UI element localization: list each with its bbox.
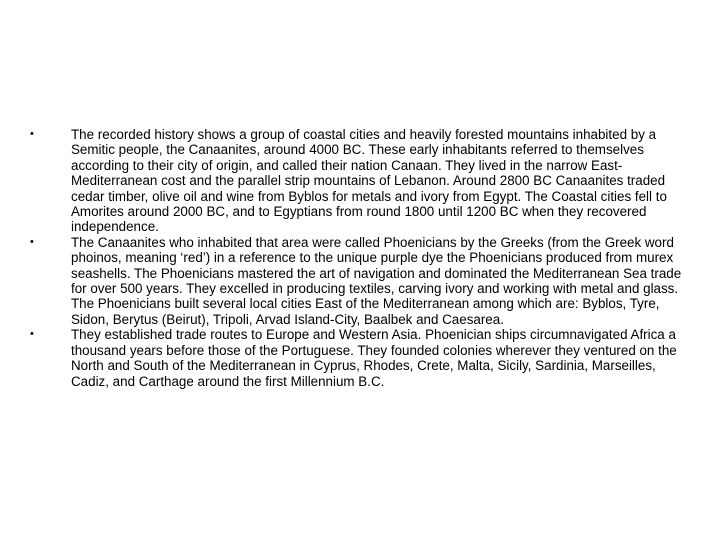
bullet-list (30, 127, 690, 389)
bullet-icon: • (30, 328, 34, 341)
bullet-icon: • (30, 128, 34, 140)
bullet-item-history (30, 127, 690, 235)
bullet-text-trade-routes: They established trade routes to Europe and Western Asia. Phoenician ships circumnavigated Africa a thousand years before those of the Portuguese. They founded colonies wherever they ventured on the North and South of the Mediterranean in Cyprus, Rhodes, Crete, Malta, Sicily, Sardinia, Marseilles, Cadiz, and Carthage around the first Millennium B.C. (71, 327, 677, 389)
bullet-item-phoenicians (30, 235, 690, 327)
bullet-icon: • (30, 235, 34, 248)
bullet-item-trade-routes (30, 327, 690, 389)
bullet-text-history: The recorded history shows a group of coastal cities and heavily forested mountains inhabited by a Semitic people, the Canaanites, around 4000 BC. These early inhabitants referred to themselves according to their city of origin, and called their nation Canaan. They lived in the narrow East-Mediterranean cost and the parallel strip mountains of Lebanon. Around 2800 BC Canaanites traded cedar timber, olive oil and wine from Byblos for metals and ivory from Egypt. The Coastal cities fell to Amorites around 2000 BC, and to Egyptians from round 1800 until 1200 BC when they recovered independence. (71, 127, 667, 235)
bullet-text-phoenicians: The Canaanites who inhabited that area were called Phoenicians by the Greeks (from the Greek word phoinos, meaning ‘red’) in a reference to the unique purple dye the Phoenicians produced from murex seashells. The Phoenicians mastered the art of navigation and dominated the Mediterranean Sea trade for over 500 years. They excelled in producing textiles, carving ivory and working with metal and glass. The Phoenicians built several local cities East of the Mediterranean among which are: Byblos, Tyre, Sidon, Berytus (Beirut), Tripoli, Arvad Island-City, Baalbek and Caesarea. (71, 234, 682, 327)
